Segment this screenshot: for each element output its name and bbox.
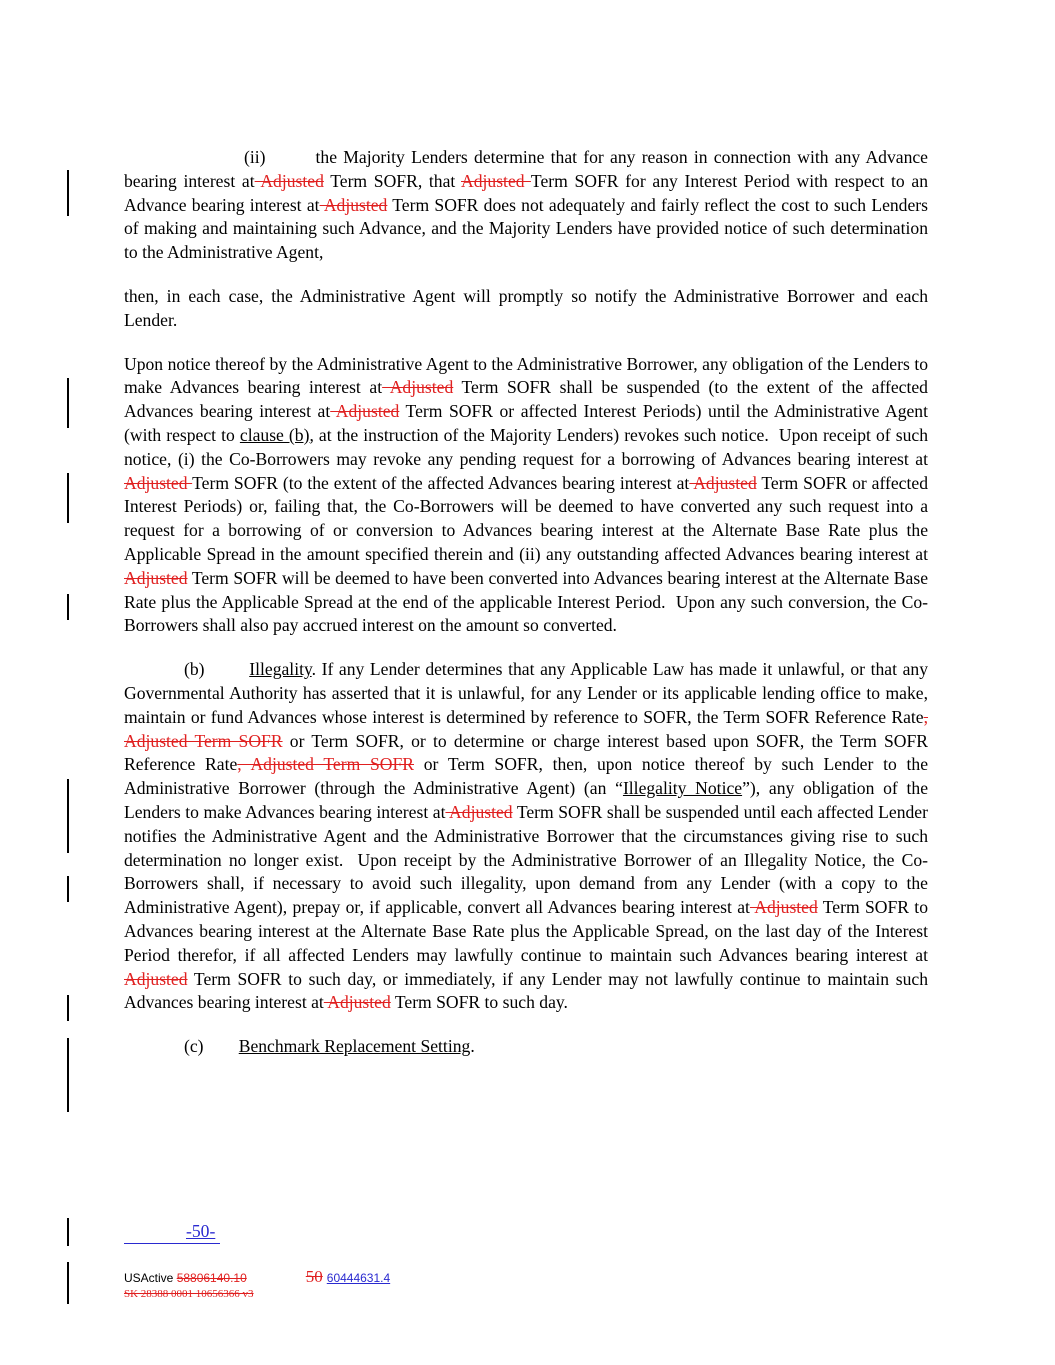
deleted-text: Adjusted — [254, 170, 324, 191]
text: Term SOFR shall be suspended (to the extent of the affected Advances bearing interest at — [124, 377, 928, 422]
paragraph-c-heading — [124, 1035, 928, 1059]
old-doc-id: 58806140.10 — [176, 1271, 247, 1285]
section-heading: Benchmark Replacement Setting — [238, 1036, 471, 1057]
section-heading: Illegality — [249, 659, 312, 680]
change-bar — [67, 594, 69, 620]
page-number-text: -50- — [186, 1221, 216, 1241]
text: . If any Lender determines that any Applicable Law has made it unlawful, or that any Governmental Authority has asserted that it is unlawful, for any Lender or its applicable lending office to make, maintain or fund Advances whose interest is determined by reference to SOFR, the Term SOFR Reference Rate — [124, 659, 928, 727]
page-number-rule — [124, 1243, 220, 1244]
change-bar — [67, 876, 69, 902]
text: Term SOFR for any Interest Period with respect to an Advance bearing interest at — [124, 170, 928, 215]
paragraph-then: then, in each case, the Administrative Agent will promptly so notify the Administrative Borrower and each Lender. — [124, 285, 928, 330]
text: Term SOFR (to the extent of the affected Advances bearing interest at — [192, 472, 690, 493]
text: Term SOFR to such day. — [390, 992, 568, 1013]
deleted-text: Adjusted — [749, 897, 818, 918]
text: (ii) the Majority Lenders determine that for any reason in connection with any Advance bearing interest at — [124, 147, 928, 191]
text: or Term SOFR, then, upon notice thereof by such Lender to the Administrative Borrower (through the Administrative Agent) (an “ — [124, 754, 929, 799]
footer-doc-id — [124, 1267, 390, 1287]
footer-sk-id: SK 28388 0001 10656366 v3 — [124, 1288, 254, 1300]
text: , at the instruction of the Majority Lenders) revokes such notice. Upon receipt of such notice, (i) the Co-Borrowers may revoke any pending request for a borrowing of Advances bearing interest at — [124, 424, 928, 469]
deleted-text: , Adjusted Term SOFR — [124, 706, 928, 751]
deleted-text: , Adjusted Term SOFR — [237, 754, 415, 775]
text: ”), any obligation of the Lenders to make Advances bearing interest at — [124, 778, 929, 822]
change-bar — [67, 995, 69, 1021]
change-bar — [67, 473, 69, 523]
text: Term SOFR or affected Interest Periods) until the Administrative Agent (with respect to — [124, 401, 928, 445]
text: (b) — [184, 659, 250, 680]
document-body — [124, 146, 928, 1059]
change-bar — [67, 1262, 69, 1304]
text: Upon notice thereof by the Administrative Agent to the Administrative Borrower, any obligation of the Lenders to make Advances bearing interest at — [124, 353, 928, 398]
paragraph-ii — [124, 146, 928, 265]
text: Term SOFR will be deemed to have been converted into Advances bearing interest at the Alternate Base Rate plus the Applicable Spread at the end of the applicable Interest Period. Upon any such conversion, the Co-Borrowers shall also pay accrued interest on the amount so converted. — [124, 567, 928, 636]
text: Term SOFR, that — [323, 170, 462, 191]
deleted-text: Adjusted — [124, 968, 188, 989]
usactive-label: USActive — [124, 1271, 177, 1285]
deleted-text: Adjusted — [689, 472, 757, 493]
text: Term SOFR shall be suspended until each affected Lender notifies the Administrative Agent and the Administrative Borrower that the circumstances giving rise to such determination no longer exist. Upon receipt by the Administrative Borrower of an Illegality Notice, the Co-Borrowers shall, if necessary to avoid such illegality, upon demand from any Lender (with a copy to the Administrative Agent), prepay or, if applicable, convert all Advances bearing interest at — [124, 801, 928, 918]
defined-term: Illegality Notice — [622, 778, 743, 799]
text: Term SOFR does not adequately and fairly reflect the cost to such Lenders of making and maintaining such Advance, and the Majority Lenders have provided notice of such determination to the Administrative Agent, — [124, 194, 928, 263]
text: . — [470, 1036, 475, 1057]
deleted-text: Adjusted — [323, 992, 391, 1013]
change-bar — [67, 378, 69, 428]
old-page-number: 50 — [305, 1267, 323, 1286]
deleted-text: Adjusted — [319, 194, 388, 215]
deleted-text: Adjusted — [124, 567, 188, 588]
clause-reference: clause (b) — [239, 424, 310, 445]
change-bar — [67, 170, 69, 216]
page-number — [124, 1219, 224, 1245]
text: Term SOFR to Advances bearing interest at the Alternate Base Rate plus the Applicable Spread, on the last day of the Interest Period therefor, if all affected Lenders may lawfully continue to maintain such Advances bearing interest at — [124, 897, 928, 965]
text: Term SOFR or affected Interest Periods) or, failing that, the Co-Borrowers will be deemed to have converted any such request into a request for a borrowing of or conversion to Advances bearing interest at the Alternate Base Rate plus the Applicable Spread in the amount specified therein and (ii) any outstanding affected Advances bearing interest at — [124, 472, 928, 564]
deleted-text: Adjusted — [461, 170, 531, 191]
deleted-text: Adjusted — [382, 377, 454, 398]
change-bar — [67, 1038, 69, 1112]
change-bar — [67, 1218, 69, 1246]
paragraph-b-illegality — [124, 658, 928, 1015]
deleted-text: Adjusted — [330, 401, 400, 422]
paragraph-upon-notice — [124, 353, 928, 639]
deleted-text: Adjusted — [124, 472, 193, 493]
deleted-text: Adjusted — [445, 801, 513, 822]
text: (c) — [184, 1036, 239, 1057]
text: Term SOFR to such day, or immediately, if any Lender may not lawfully continue to maintain such Advances bearing interest at — [124, 968, 928, 1013]
change-bar — [67, 779, 69, 853]
text: or Term SOFR, or to determine or charge interest based upon SOFR, the Term SOFR Reference Rate — [124, 730, 929, 775]
new-doc-id: 60444631.4 — [326, 1271, 391, 1285]
